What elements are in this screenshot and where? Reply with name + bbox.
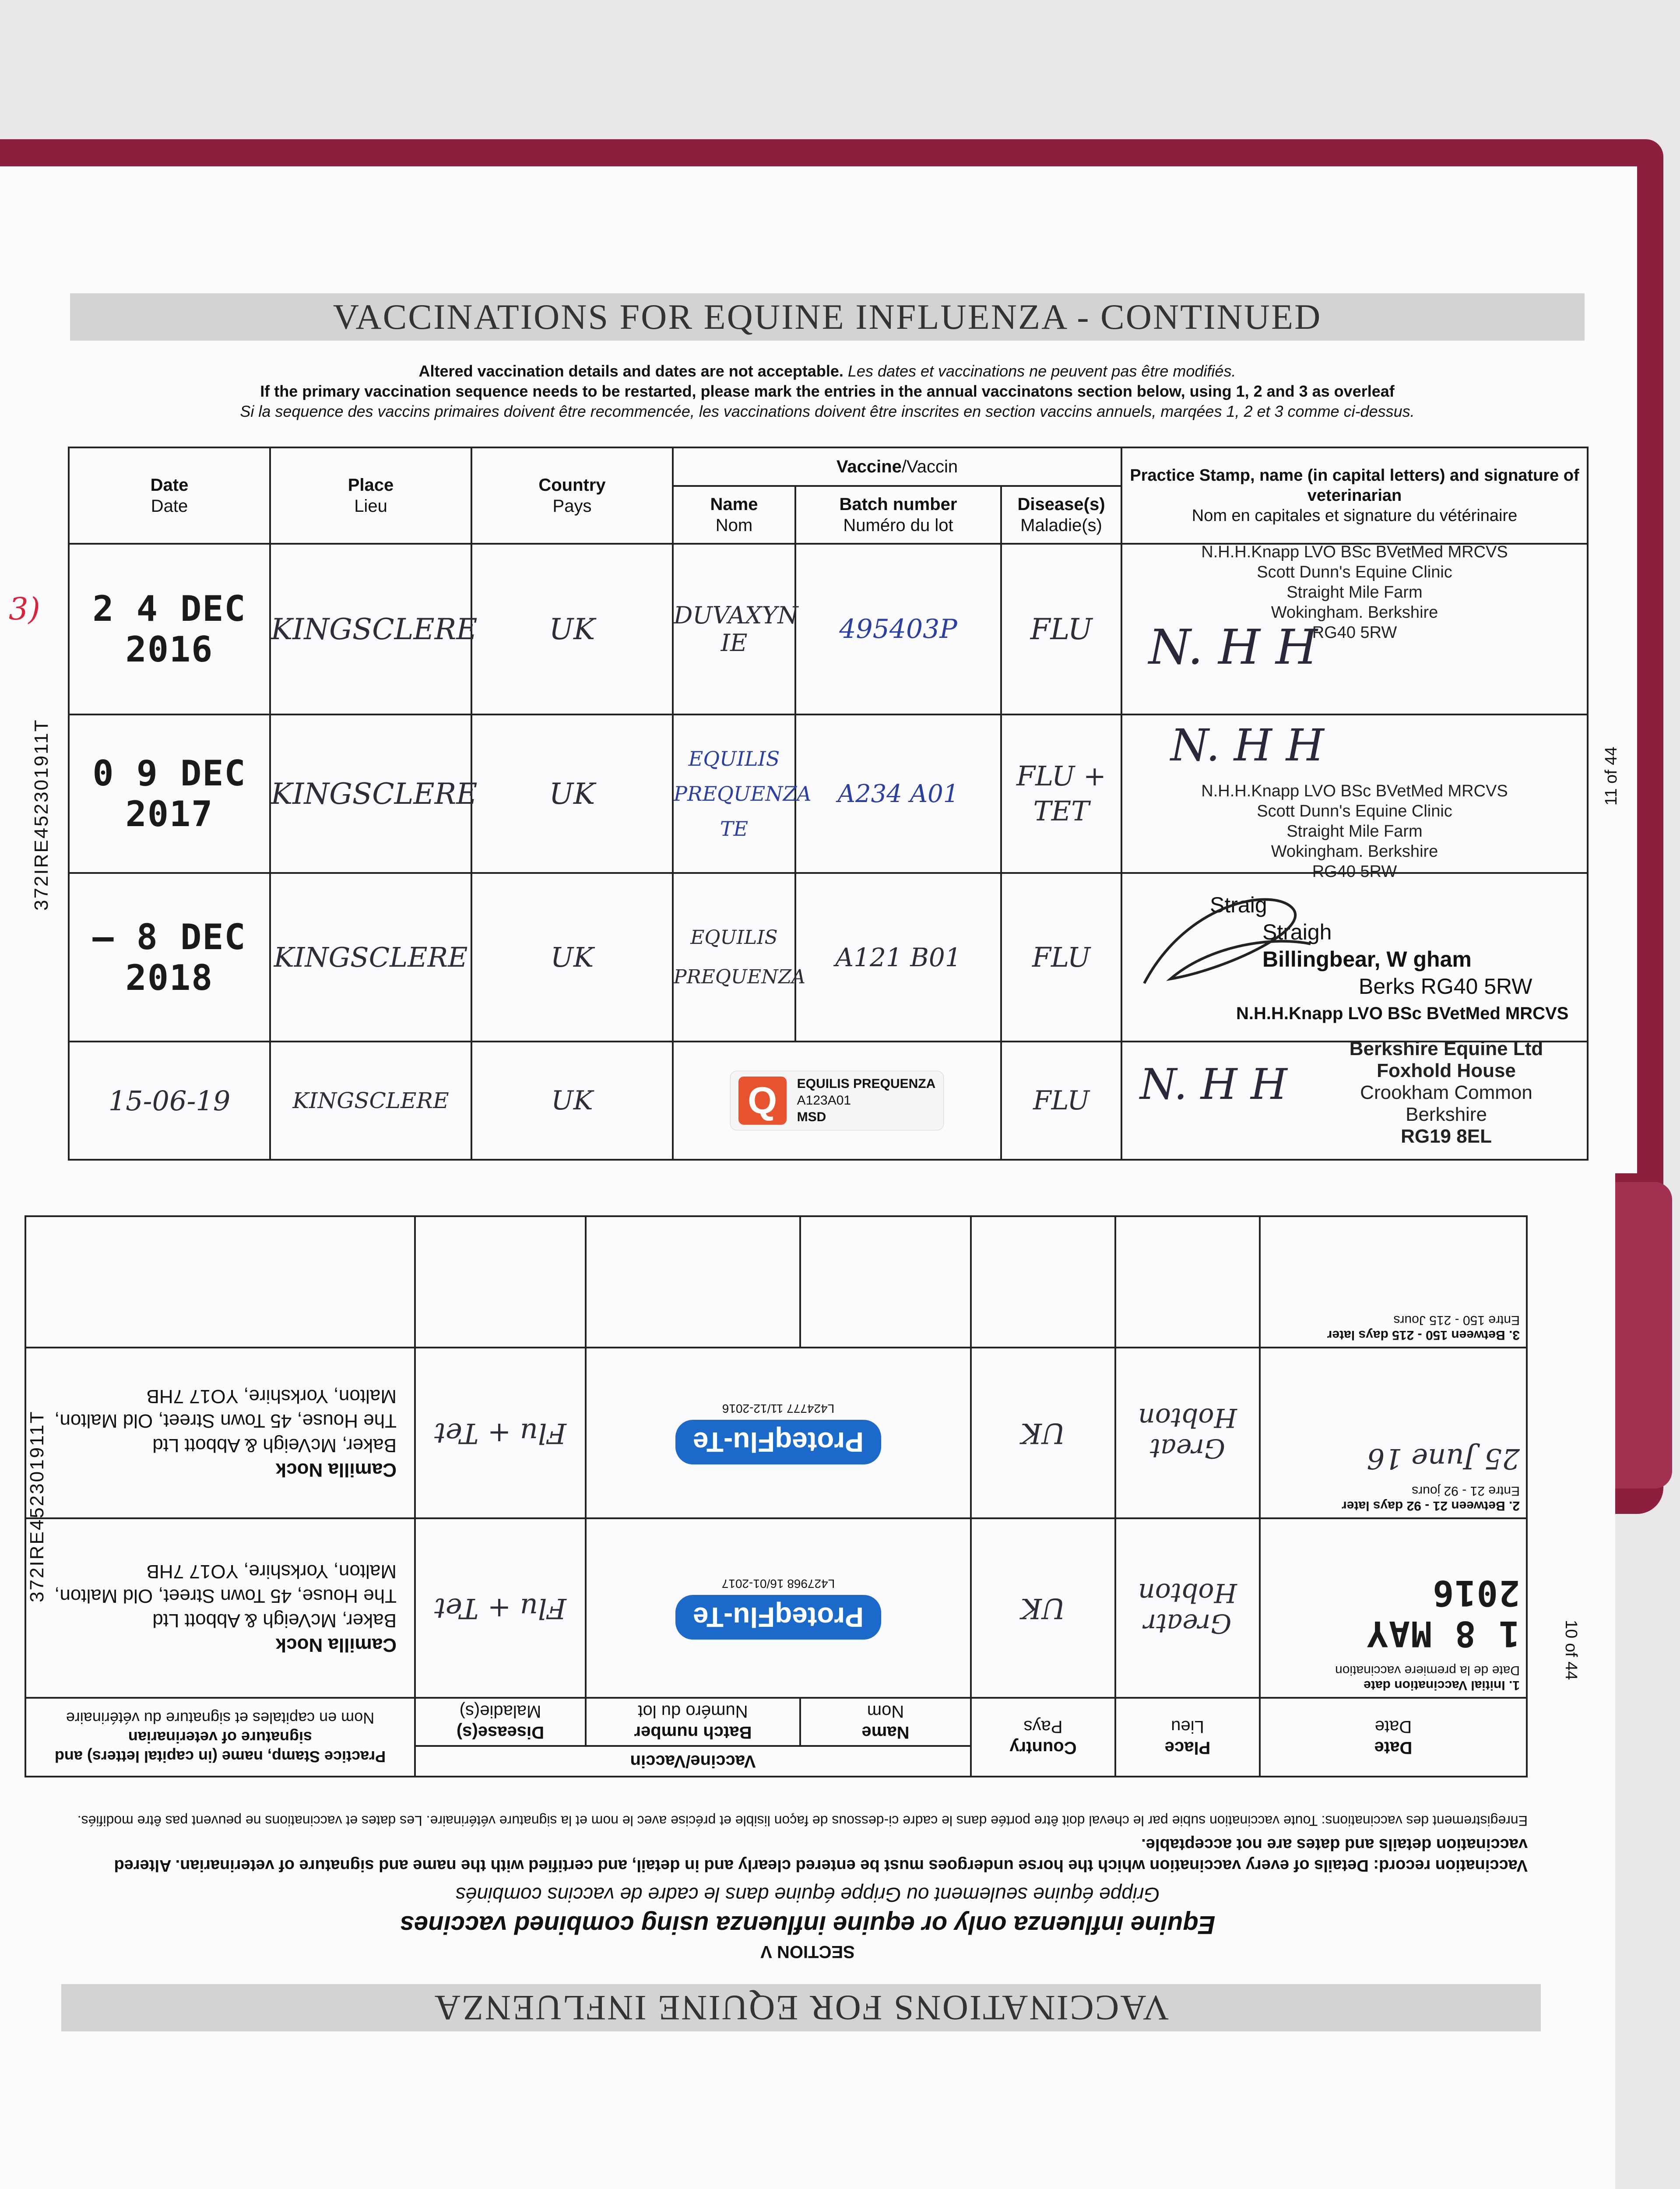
batch-cell: 495403P (795, 544, 1001, 714)
table-row (25, 1518, 1527, 1698)
table-row (69, 714, 1588, 873)
notice-en: Altered vaccination details and dates are not acceptable. (418, 362, 844, 380)
restart-fr: Si la sequence des vaccins primaires doivent être recommencée, les vaccinations doivent être inscrites en section vaccins annuels, marqées 1, 2 et 3 comme ci-dessus. (240, 402, 1415, 420)
notice-fr: Les dates et vaccinations ne peuvent pas être modifiés. (847, 362, 1236, 380)
section-label: SECTION V (760, 1942, 855, 1961)
country-cell: UK (971, 1348, 1115, 1518)
disease-cell: Flu + Tet (415, 1518, 586, 1698)
header-name: Name Nom (800, 1698, 971, 1746)
upper-intro (66, 361, 1589, 422)
country-cell: UK (471, 714, 673, 873)
header-stamp: Practice Stamp, name (in capital letters) and signature of veterinarian Nom en capitales et signature du vétérinaire (1121, 447, 1588, 544)
upper-vaccination-table (68, 447, 1589, 1161)
sticker-lot: L427968 16/01-2017 (721, 1577, 835, 1591)
lower-page (0, 1165, 1615, 2189)
restart-en: If the primary vaccination sequence needs to be restarted, please mark the entries in the annual vaccinatons section below, using 1, 2 and 3 as overleaf (260, 382, 1395, 400)
country-cell: UK (471, 544, 673, 714)
date-cell: 15-06-19 (69, 1042, 270, 1160)
vet-stamp: N.H.H.Knapp LVO BSc BVetMed MRCVS Scott Dunn's Equine Clinic Straight Mile Farm Wokingham. Berkshire RG40 5RW (1201, 543, 1508, 642)
table-row (25, 1216, 1527, 1348)
place-cell: Greatr Hobton (1115, 1518, 1260, 1698)
table-row (69, 873, 1588, 1042)
disease-cell: FLU (1001, 873, 1121, 1042)
header-date: Date Date (1260, 1698, 1527, 1777)
place-cell: KINGSCLERE (270, 714, 471, 873)
vaccine-name-cell: EQUILIS PREQUENZA TE (673, 714, 795, 873)
stamp-cell (1121, 873, 1588, 1042)
lower-vaccination-table (25, 1215, 1528, 1777)
header-place: Place Lieu (270, 447, 471, 544)
upper-side-code: 372IRE452301911T (31, 718, 52, 911)
vaccine-name-cell: DUVAXYN IE (673, 544, 795, 714)
disease-cell: FLU (1001, 544, 1121, 714)
sticker-batch: A123A01 (797, 1093, 851, 1108)
sticker-product: EQUILIS PREQUENZA (797, 1077, 936, 1091)
table-row (69, 1042, 1588, 1160)
section-title-fr: Grippe équine seulement ou Grippe équine dans le cadre de vaccins combinés (455, 1883, 1160, 1906)
disease-cell: Flu + Tet (415, 1348, 586, 1518)
date-cell: 2. Between 21 - 92 days later Entre 21 - 92 jours 25 June 16 (1260, 1348, 1527, 1518)
stamp-cell (1121, 544, 1588, 714)
date-cell: 2 4 DEC 2016 (69, 544, 270, 714)
header-name: Name Nom (673, 486, 795, 544)
batch-cell (586, 1216, 800, 1348)
stamp-cell: Camilla Nock Baker, McVeigh & Abbott Ltd The House, 45 Town Street, Old Malton, Malton, Yorkshire, YO17 7HB (25, 1518, 415, 1698)
upper-banner: VACCINATIONS FOR EQUINE INFLUENZA - CONTINUED (70, 293, 1585, 341)
header-place: Place Lieu (1115, 1698, 1260, 1777)
lower-banner: VACCINATIONS FOR EQUINE INFLUENZA (61, 1984, 1541, 2031)
vet-stamp: Straig Straigh Billingbear, W gham Berks RG40 5RW N.H.H.Knapp LVO BSc BVetMed MRCVS (1210, 893, 1569, 1023)
header-vaccine: Vaccine/Vaccin (673, 447, 1121, 486)
record-text: Vaccination record: Details of every vaccination which the horse undergoes must be entered clearly and in detail, and certified with the name and signature of veterinarian. Altered vaccination details and dates are not acceptable. (114, 1835, 1528, 1875)
vet-signature: N. H H (1140, 1060, 1287, 1109)
country-cell: UK (971, 1518, 1115, 1698)
date-cell: – 8 DEC 2018 (69, 873, 270, 1042)
country-cell (971, 1216, 1115, 1348)
proteq-sticker: ProteqFlu-Te (675, 1595, 881, 1640)
equilis-logo: Q (738, 1077, 787, 1125)
table-row (25, 1348, 1527, 1518)
vet-signature: N. H H (1149, 619, 1318, 675)
sticker-maker: MSD (797, 1110, 826, 1124)
country-cell: UK (471, 873, 673, 1042)
vaccine-sticker-cell (673, 1042, 1001, 1160)
place-cell: Great Hobton (1115, 1348, 1260, 1518)
date-cell: 1. Initial Vaccination date Date de la premiere vaccination 1 8 MAY 2016 (1260, 1518, 1527, 1698)
header-batch: Batch number Numéro du lot (795, 486, 1001, 544)
section-title: Equine influenza only or equine influenza using combined vaccines (400, 1911, 1216, 1939)
header-disease: Disease(s) Maladie(s) (415, 1698, 586, 1746)
signature-scribble (1135, 883, 1319, 996)
place-cell (1115, 1216, 1260, 1348)
date-cell: 0 9 DEC 2017 (69, 714, 270, 873)
vaccine-sticker-cell (586, 1518, 971, 1698)
header-batch: Batch number Numéro du lot (586, 1698, 800, 1746)
table-row (69, 544, 1588, 714)
proteq-sticker: ProteqFlu-Te (675, 1420, 881, 1464)
place-cell: KINGSCLERE (270, 873, 471, 1042)
country-cell: UK (471, 1042, 673, 1160)
vet-stamp: N.H.H.Knapp LVO BSc BVetMed MRCVS Scott Dunn's Equine Clinic Straight Mile Farm Wokingham. Berkshire RG40 5RW (1201, 782, 1508, 881)
equilis-sticker (731, 1071, 944, 1130)
lower-side-code: 372IRE452301911T (26, 1410, 48, 1602)
header-date: Date Date (69, 447, 270, 544)
batch-cell: A234 A01 (795, 714, 1001, 873)
date-cell: 3. Between 150 - 215 days later Entre 150 - 215 Jours (1260, 1216, 1527, 1348)
stamp-cell (1121, 714, 1588, 881)
disease-cell: FLU (1001, 1042, 1121, 1160)
lower-page-rotated (0, 1165, 1615, 2189)
vaccine-name-cell: EQUILIS PREQUENZA (673, 873, 795, 1042)
disease-cell: FLU + TET (1001, 714, 1121, 873)
upper-page (0, 166, 1637, 1173)
header-stamp: Practice Stamp, name (in capital letters) and signature of veterinarian Nom en capitales et signature du vétérinaire (25, 1698, 415, 1777)
disease-cell (415, 1216, 586, 1348)
place-cell: KINGSCLERE (270, 544, 471, 714)
place-cell: KINGSCLERE (270, 1042, 471, 1160)
batch-cell: A121 B01 (795, 873, 1001, 1042)
header-country: Country Pays (471, 447, 673, 544)
record-text-fr: Enregistrement des vaccinations: Toute vaccination subie par le cheval doit être portée dans le cadre ci-dessous de façon lisible et précise avec le nom et la signature vétérinaire. Les dates et vaccinations ne peuvent pas être modifiés. (77, 1813, 1528, 1829)
sticker-lot: L424777 11/12-2016 (722, 1402, 835, 1415)
header-country: Country Pays (971, 1698, 1115, 1777)
lower-page-number: 10 of 44 (1562, 1620, 1580, 1680)
vaccine-name-cell (800, 1216, 971, 1348)
stamp-cell: Camilla Nock Baker, McVeigh & Abbott Ltd The House, 45 Town Street, Old Malton, Malton, Yorkshire, YO17 7HB (25, 1348, 415, 1518)
vaccine-sticker-cell (586, 1348, 971, 1518)
header-vaccine: Vaccine/Vaccin (415, 1746, 971, 1777)
header-disease: Disease(s) Maladie(s) (1001, 486, 1121, 544)
vet-signature: N. H H (1170, 720, 1324, 771)
upper-page-number: 11 of 44 (1602, 746, 1620, 806)
restart-mark: 3) (9, 591, 40, 627)
vet-stamp: Berkshire Equine Ltd Foxhold House Crookham Common Berkshire RG19 8EL (1349, 1038, 1543, 1147)
stamp-cell (1121, 1038, 1588, 1160)
stamp-cell (25, 1216, 415, 1348)
